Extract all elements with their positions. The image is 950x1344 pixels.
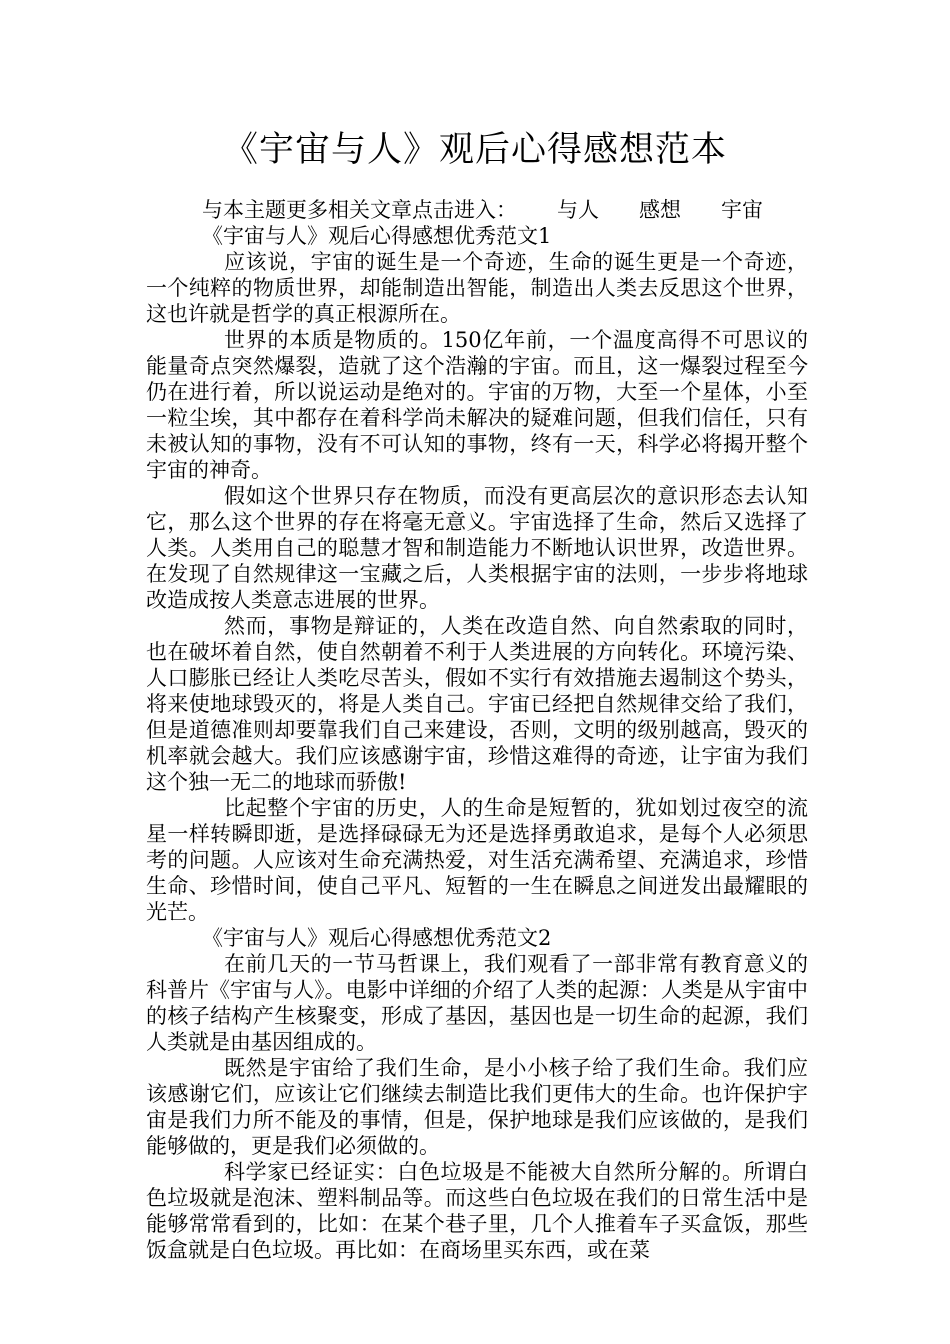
document-body	[146, 197, 808, 1263]
section-2-heading: 《宇宙与人》观后心得感想优秀范文2	[202, 926, 552, 950]
related-link-ganxiang[interactable]: 感想	[639, 198, 681, 222]
section-1-heading: 《宇宙与人》观后心得感想优秀范文1	[202, 224, 552, 248]
section-2-paragraph-3: 科学家已经证实：白色垃圾是不能被大自然所分解的。所谓白色垃圾就是泡沫、塑料制品等。而这些白色垃圾在我们的日常生活中是能够常常看到的，比如：在某个巷子里，几个人推着车子买盒饭，那些饭盒就是白色垃圾。再比如：在商场里买东西，或在菜	[146, 1160, 808, 1262]
related-prefix: 与本主题更多相关文章点击进入：	[202, 198, 517, 222]
related-links-line	[146, 197, 808, 223]
related-link-yuren[interactable]: 与人	[557, 198, 599, 222]
section-1-paragraph-2: 世界的本质是物质的。150亿年前，一个温度高得不可思议的能量奇点突然爆裂，造就了这个浩瀚的宇宙。而且，这一爆裂过程至今仍在进行着，所以说运动是绝对的。宇宙的万物，大至一个星体，小至一粒尘埃，其中都存在着科学尚未解决的疑难问题，但我们信任，只有未被认知的事物，没有不可认知的事物，终有一天，科学必将揭开整个宇宙的神奇。	[146, 328, 808, 482]
section-1-paragraph-4: 然而，事物是辩证的，人类在改造自然、向自然索取的同时，也在破坏着自然，使自然朝着不利于人类进展的方向转化。环境污染、人口膨胀已经让人类吃尽苦头，假如不实行有效措施去遏制这个势头，将来使地球毁灭的，将是人类自己。宇宙已经把自然规律交给了我们，但是道德准则却要靠我们自己来建设，否则，文明的级别越高，毁灭的机率就会越大。我们应该感谢宇宙，珍惜这难得的奇迹，让宇宙为我们这个独一无二的地球而骄傲!	[146, 614, 808, 794]
section-1-paragraph-3: 假如这个世界只存在物质，而没有更高层次的意识形态去认知它，那么这个世界的存在将毫无意义。宇宙选择了生命，然后又选择了人类。人类用自己的聪慧才智和制造能力不断地认识世界，改造世界。在发现了自然规律这一宝藏之后，人类根据宇宙的法则，一步步将地球改造成按人类意志进展的世界。	[146, 484, 808, 612]
section-2-paragraph-1: 在前几天的一节马哲课上，我们观看了一部非常有教育意义的科普片《宇宙与人》。电影中详细的介绍了人类的起源：人类是从宇宙中的核子结构产生核聚变，形成了基因，基因也是一切生命的起源，我们人类就是由基因组成的。	[146, 952, 808, 1054]
section-1-paragraph-5: 比起整个宇宙的历史，人的生命是短暂的，犹如划过夜空的流星一样转瞬即逝，是选择碌碌无为还是选择勇敢追求，是每个人必须思考的问题。人应该对生命充满热爱，对生活充满希望、充满追求，珍惜生命、珍惜时间，使自己平凡、短暂的一生在瞬息之间迸发出最耀眼的光芒。	[146, 796, 808, 924]
section-1-paragraph-1: 应该说，宇宙的诞生是一个奇迹，生命的诞生更是一个奇迹，一个纯粹的物质世界，却能制造出智能，制造出人类去反思这个世界，这也许就是哲学的真正根源所在。	[146, 250, 808, 326]
related-link-yuzhou[interactable]: 宇宙	[721, 198, 763, 222]
section-2-paragraph-2: 既然是宇宙给了我们生命，是小小核子给了我们生命。我们应该感谢它们，应该让它们继续去制造比我们更伟大的生命。也许保护宇宙是我们力所不能及的事情，但是，保护地球是我们应该做的，是我们能够做的，更是我们必须做的。	[146, 1056, 808, 1158]
document-title: 《宇宙与人》观后心得感想范本	[222, 130, 727, 170]
